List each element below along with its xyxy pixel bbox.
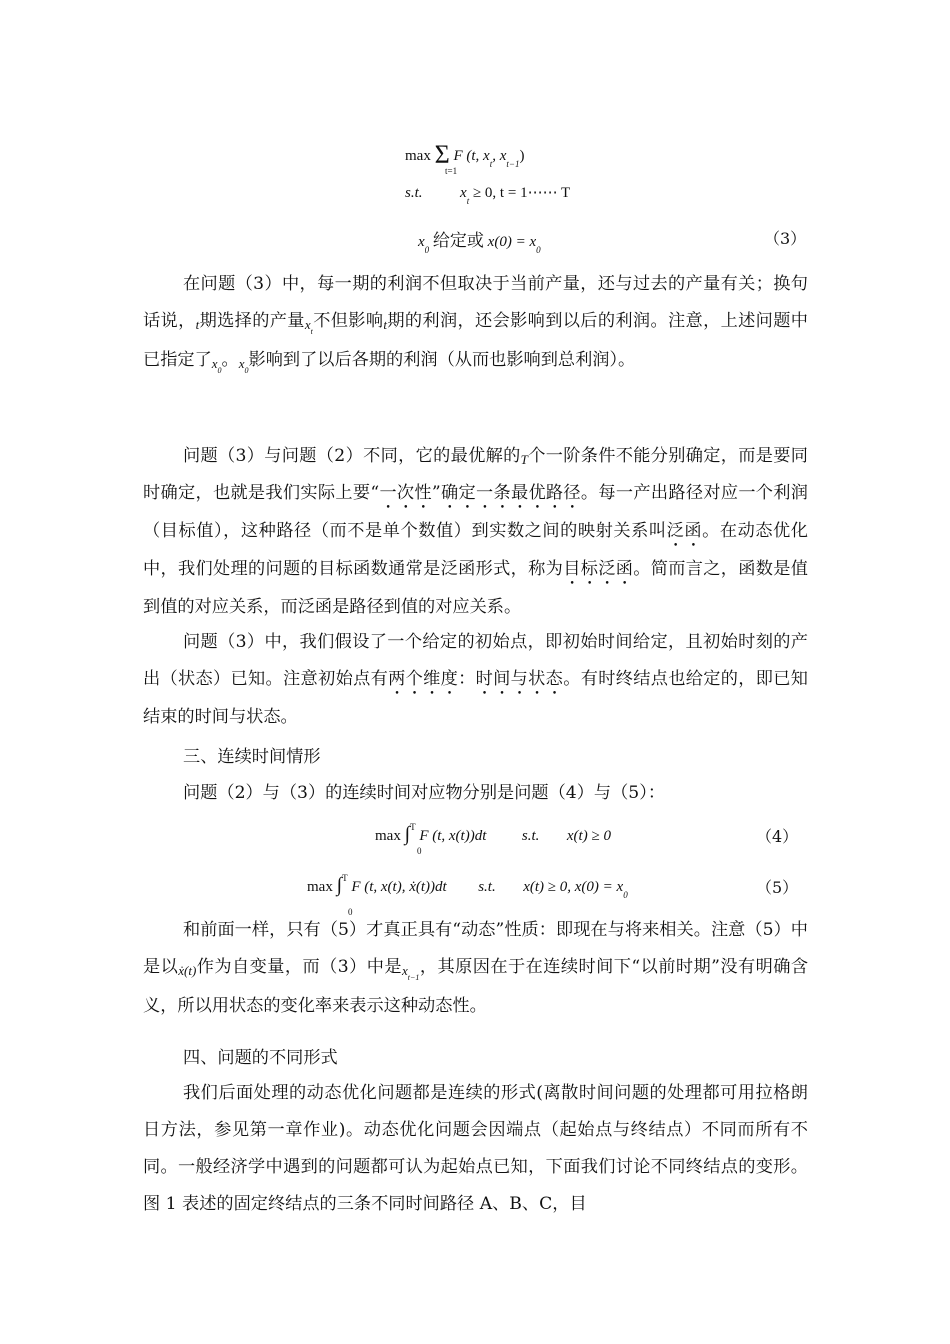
eq5-st: s.t. [478, 879, 496, 895]
eq5-max: max [307, 879, 333, 895]
p3-text-a: 问题（3）中，我们假设了一个给定的初始点，即初始时间给定，且初始时刻的产出（状态）已知。注意初始点有 [143, 632, 808, 689]
eq4-number: （4） [756, 827, 799, 846]
eq3-expr: F (t, x [453, 148, 490, 164]
eq3-given-or: 给定或 [432, 231, 484, 251]
eq3-init: x(0) = x [487, 234, 537, 250]
eq5-cond-sub: 0 [623, 890, 628, 900]
paragraph-6 [143, 1075, 808, 1223]
p1-x0b: x [238, 356, 245, 371]
eq3-sum-lower: t=1 [445, 166, 458, 176]
p1-x0asub: 0 [217, 366, 222, 375]
p1-t1: t [195, 317, 200, 332]
eq5-number: （5） [756, 878, 799, 897]
p5-xdot: ẋ(t) [178, 963, 197, 978]
p1-x: x [304, 317, 311, 332]
p2-text-d: 。在动态优化中，我们处理的问题的目标函数通常是泛函形式，称为 [143, 521, 808, 579]
section-heading-3: 三、连续时间情形 [183, 747, 321, 767]
p1-x0bsub: 0 [244, 366, 249, 375]
p5-text-a: 和前面一样，只有（5）才真正具有“动态”性质：即现在与将来相关。注意（5）中是以 [143, 920, 808, 977]
section-heading-4: 四、问题的不同形式 [183, 1048, 338, 1068]
p2-text-c: 。每一产出路径对应一个利润（目标值），这种路径（而不是单个数值）到实数之间的映射关系叫 [143, 483, 808, 541]
eq3-st: s.t. [405, 185, 423, 201]
eq3-close: ) [519, 148, 525, 164]
p1-text-f: 影响到了以后各期的利润（从而也影响到总利润）。 [248, 350, 636, 370]
p4-text: 问题（2）与（3）的连续时间对应物分别是问题（4）与（5）： [183, 783, 666, 803]
eq5-upper: T [342, 873, 348, 883]
eq3-xsub: t [466, 196, 470, 206]
eq4-st: s.t. [521, 828, 540, 844]
p2-emphasis-1: “一次性”确定一条最优路径 [370, 483, 581, 503]
eq5-expr: F (t, x(t), ẋ(t))dt [351, 879, 447, 895]
p3-emphasis-2: 时间与状态 [475, 669, 564, 689]
p6-text: 我们后面处理的动态优化问题都是连续的形式(离散时间问题的处理都可用拉格朗日方法，参见第一章作业)。动态优化问题会因端点（起始点与终结点）不同而所有不同。一般经济学中遇到的问题都可认为起始点已知，下面我们讨论不同终结点的变形。图 1 表述的固定终结点的三条不同时间路径 A、B、C，目 [143, 1083, 808, 1214]
p2-emphasis-3: 目标泛函 [563, 559, 634, 579]
eq3-line1 [405, 137, 524, 167]
eq3-number: （3） [764, 229, 807, 248]
eq3-sum-symbol: Σ [434, 140, 450, 169]
eq4-max: max [375, 828, 401, 844]
eq3-x0sub: 0 [424, 245, 430, 255]
p3-emphasis-1: 两个维度 [388, 669, 459, 689]
p2-T: T [520, 452, 528, 467]
p1-xsub: t [310, 327, 313, 336]
eq3-init-sub: 0 [536, 245, 541, 255]
equation-5 [307, 873, 628, 900]
p3-text-c: 。有时终结点也给定的，即已知结束的时间与状态。 [143, 669, 808, 727]
eq5-cond: x(t) ≥ 0, x(0) = x [523, 879, 624, 895]
paragraph-1 [143, 266, 808, 381]
p3-text-b: ： [458, 669, 476, 689]
paragraph-3 [143, 624, 808, 736]
eq3-max: max [405, 148, 431, 164]
eq3-x0: x [418, 234, 425, 250]
p2-emphasis-2: 泛函 [666, 521, 703, 541]
eq3-line2 [405, 183, 571, 206]
p2-text-e: 。简而言之，函数是值到值的对应关系，而泛函是路径到值的对应关系。 [143, 559, 808, 617]
paragraph-4 [143, 775, 808, 812]
paragraph-5 [143, 912, 808, 1025]
p2-text-a: 问题（3）与问题（2）不同，它的最优解的 [183, 446, 521, 466]
eq3-expr2: , x [492, 148, 507, 164]
eq4-integral: ∫ [404, 823, 411, 845]
p5-text-c: ，其原因在于在连续时间下“以前时期”没有明确含义，所以用状态的变化率来表示这种动态性。 [143, 957, 809, 1016]
p1-t2: t [383, 317, 387, 332]
eq4-expr: F (t, x(t))dt [419, 828, 487, 844]
eq4-lower: 0 [417, 846, 422, 856]
p1-text-c: 不但影响 [312, 311, 384, 331]
eq5-integral: ∫ [336, 874, 343, 896]
equation-4 [375, 823, 611, 846]
eq3-x: x [460, 185, 467, 201]
p5-xsub: t−1 [407, 973, 420, 982]
p2-text-b: 个一阶条件不能分别确定，而是要同时确定，也就是我们实际上要 [143, 446, 808, 503]
p1-text-a: 在问题（3）中，每一期的利润不但取决于当前产量，还与过去的产量有关；换句话说， [143, 274, 808, 331]
p1-text-b: 期选择的产量 [199, 311, 305, 331]
eq4-upper: T [410, 822, 416, 832]
p5-text-b: 作为自变量，而（3）中是 [196, 957, 403, 977]
eq4-cond: x(t) ≥ 0 [566, 828, 611, 844]
eq5-lower: 0 [348, 907, 353, 917]
eq3-line3 [418, 226, 541, 255]
paragraph-2 [143, 438, 808, 626]
p1-text-d: 期的利润，还会影响到以后的利润。注意，上述问题中已指定了 [143, 311, 808, 370]
eq3-cond: ≥ 0, t = 1⋯⋯ T [472, 185, 571, 201]
p5-x: x [402, 963, 408, 978]
p1-x0a: x [211, 356, 218, 371]
eq3-sub2: t−1 [506, 159, 520, 169]
eq3-sub1: t [489, 159, 493, 169]
p1-text-e: 。 [221, 350, 239, 370]
